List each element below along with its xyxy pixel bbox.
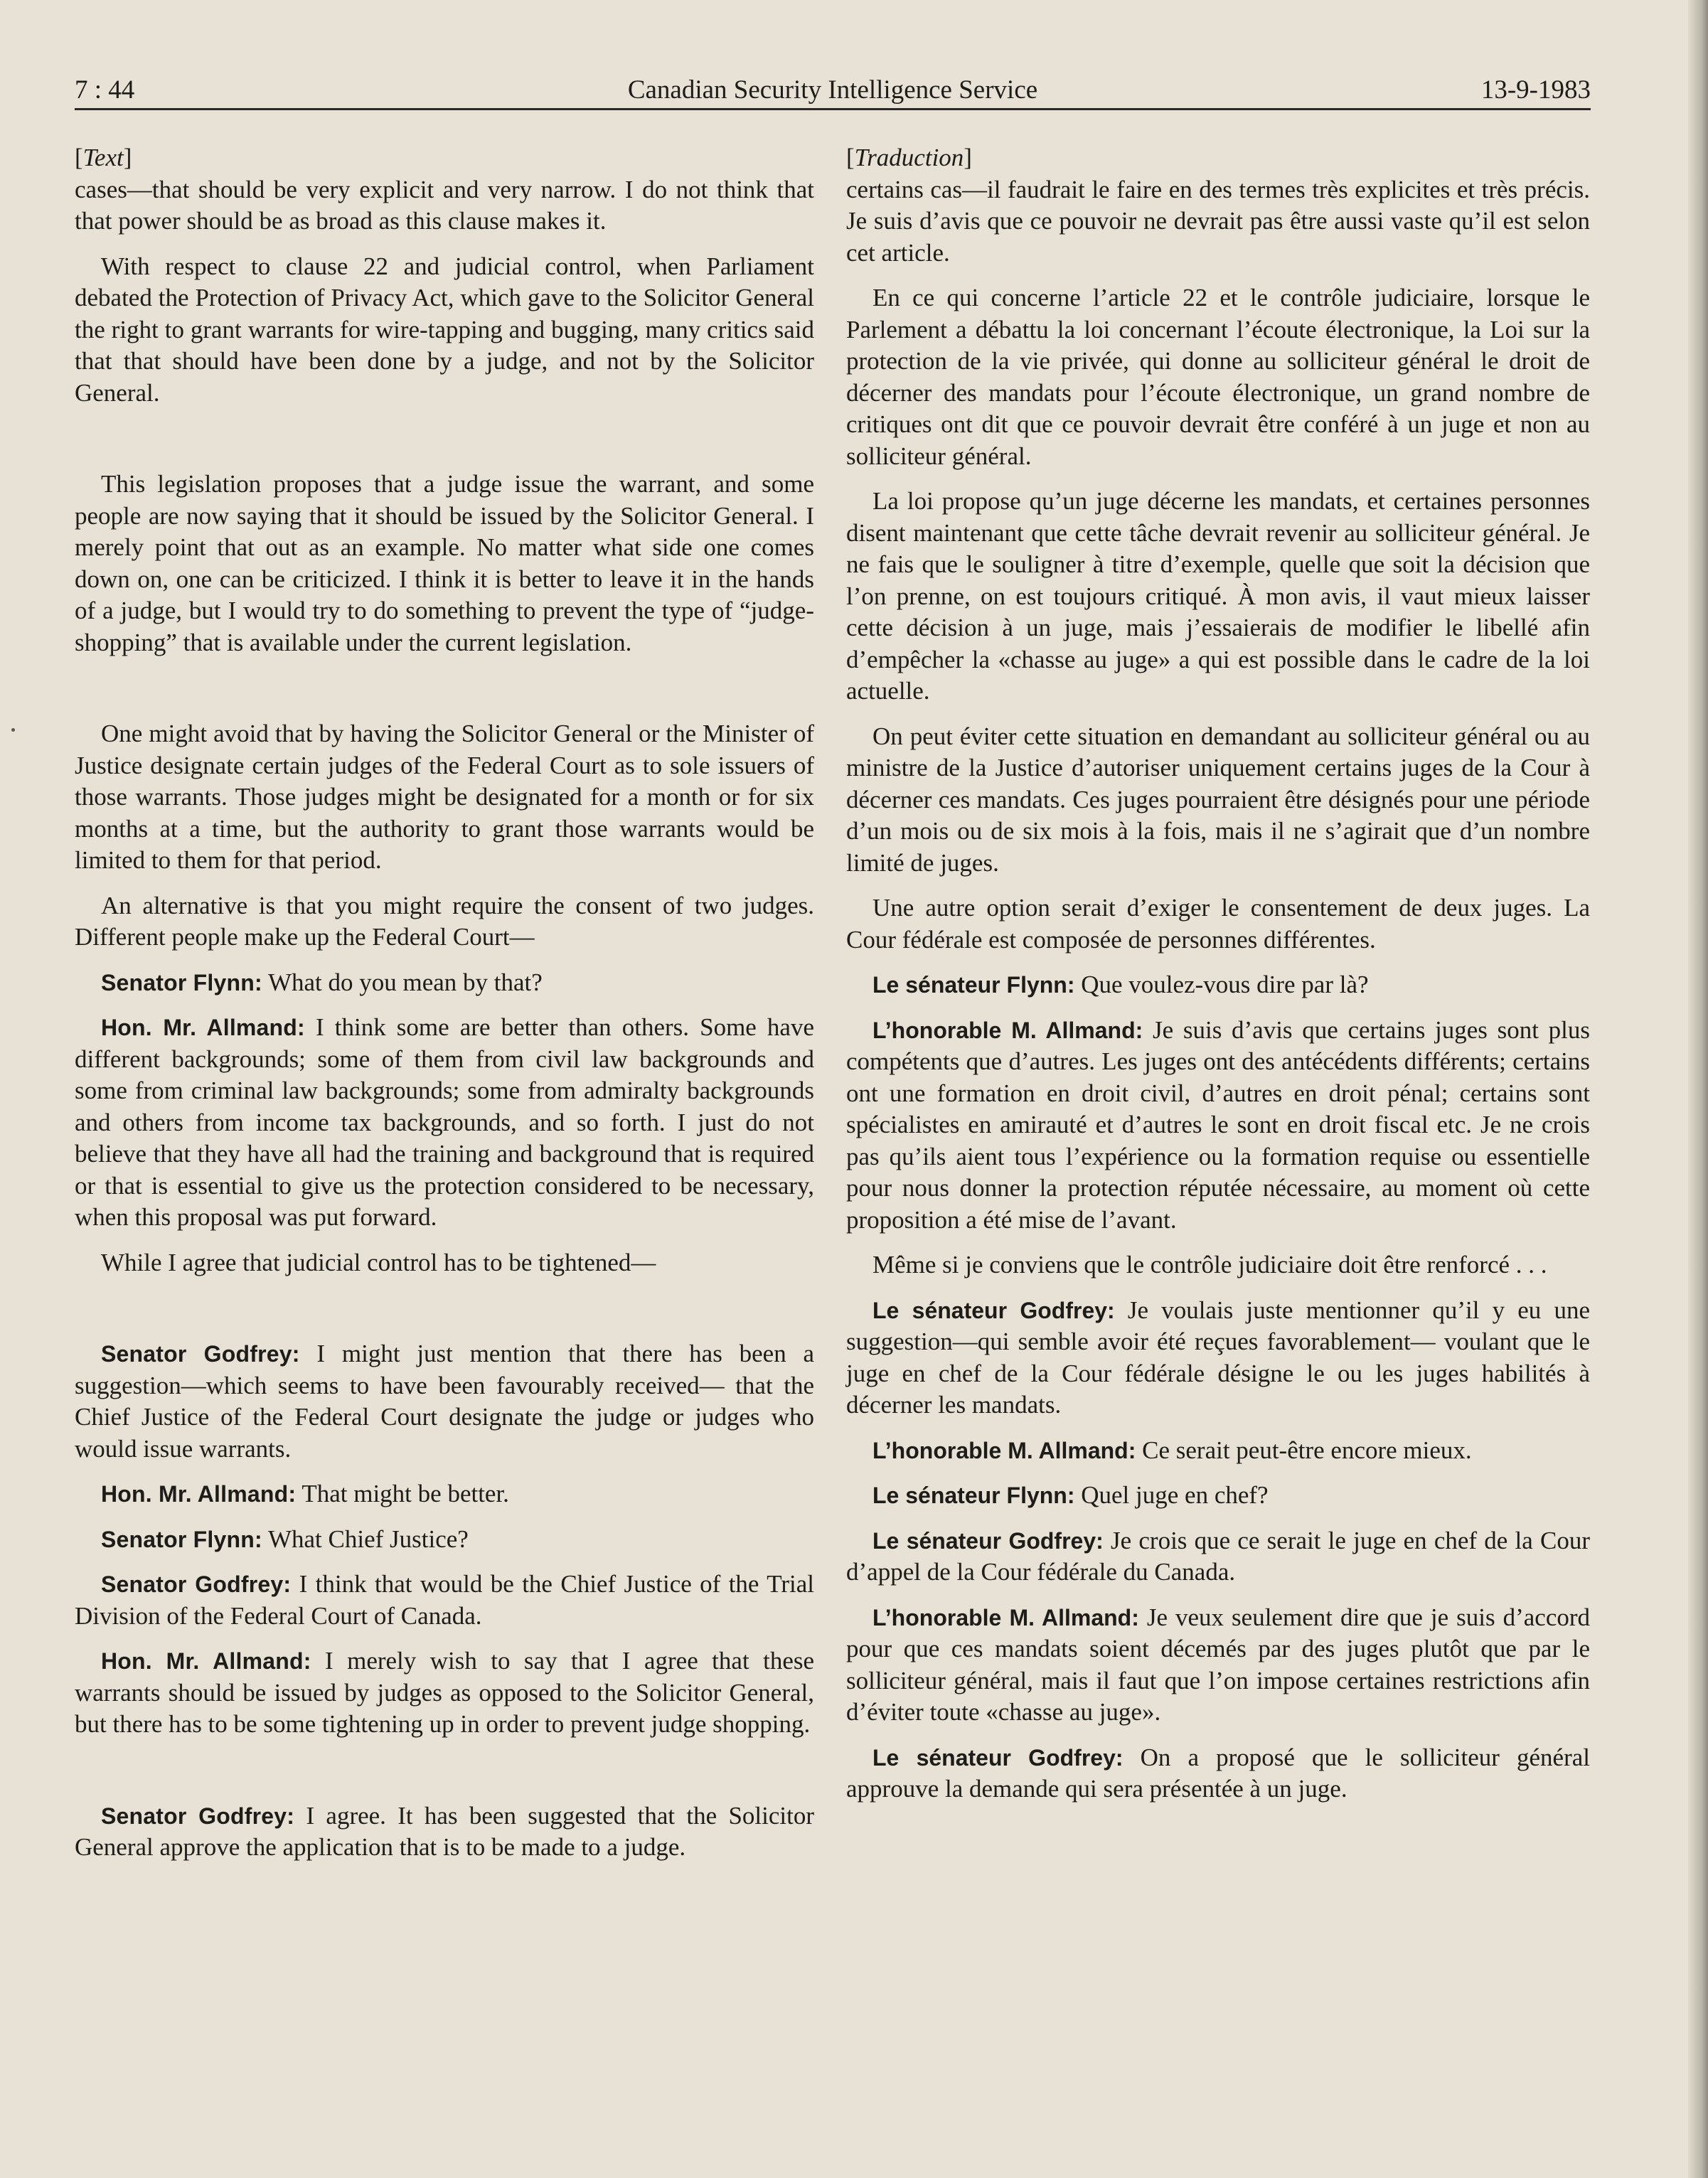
speech bbox=[75, 1012, 814, 1234]
speech bbox=[846, 969, 1590, 1001]
column-label: [Text] bbox=[75, 144, 132, 171]
speaker-name: Senator Flynn: bbox=[101, 1526, 262, 1552]
paragraph bbox=[846, 892, 1590, 956]
paragraph-text: On peut éviter cette situation en demandant au solliciteur général ou au ministre de la Justice d’autoriser uniquement certains juges de la Cour à décerner ces mandats. Ces juges pourraient être désignés pour une période d’un mois ou de six mois à la fois, mais il ne s’agirait que d’un nombre limité de juges. bbox=[846, 722, 1590, 877]
speech-text: On a proposé que le solliciteur général approuve la demande qui sera présentée à un juge. bbox=[846, 1743, 1590, 1803]
margin-speck bbox=[11, 728, 15, 732]
header-date: 13-9-1983 bbox=[1480, 75, 1591, 105]
speech-text: I might just mention that there has been a suggestion—which seems to have been favourably received— that the Chief Justice of the Federal Court designate the judge or judges who would issue warrants. bbox=[75, 1340, 815, 1463]
speech bbox=[75, 1524, 814, 1556]
speech bbox=[846, 1435, 1590, 1467]
speaker-name: L’honorable M. Allmand: bbox=[872, 1437, 1136, 1463]
speaker-name: Le sénateur Flynn: bbox=[872, 1483, 1075, 1508]
speech bbox=[846, 1480, 1590, 1512]
speaker-name: Hon. Mr. Allmand: bbox=[101, 1015, 305, 1040]
paragraph-text: La loi propose qu’un juge décerne les mandats, et certaines personnes disent maintenant que cette tâche devrait revenir au solliciteur général. Je ne fais que le souligner à titre d’exemple, quelle que soit la décision que l’on prenne, on est toujours critiqué. À mon avis, il vaut mieux laisser cette décision à un juge, mais j’essaierais de modifier le libellé afin d’empêcher la «chasse au juge» a qui est possible dans le cadre de la loi actuelle. bbox=[846, 487, 1590, 705]
paragraph-text: With respect to clause 22 and judicial control, when Parliament debated the Protection of Privacy Act, which gave to the Solicitor General the right to grant warrants for wire-tapping and bugging, many critics said that that should have been done by a judge, and not by the Solicitor General. bbox=[75, 252, 814, 407]
speech-text: Quel juge en chef? bbox=[1081, 1481, 1269, 1509]
speech bbox=[75, 1338, 814, 1465]
paragraph-text: Même si je conviens que le contrôle judiciaire doit être renforcé . . . bbox=[872, 1251, 1547, 1278]
speaker-name: Hon. Mr. Allmand: bbox=[101, 1648, 311, 1674]
speech-text: Je veux seulement dire que je suis d’accord pour que ces mandats soient décemés par des juges plutôt que par le solliciteur général, mais il faut que l’on impose certaines restrictions afin d’éviter toute «chasse au juge». bbox=[846, 1603, 1591, 1726]
speech bbox=[75, 1645, 814, 1741]
column-label: [Traduction] bbox=[846, 144, 972, 171]
speaker-name: Le sénateur Godfrey: bbox=[872, 1297, 1115, 1323]
speech-text: I merely wish to say that I agree that these warrants should be issued by judges as opposed to the Solicitor General, but there has to be some tightening up in order to prevent judge shopping. bbox=[75, 1647, 815, 1738]
speech bbox=[846, 1525, 1590, 1589]
speech bbox=[846, 1602, 1590, 1729]
speech bbox=[75, 1478, 814, 1510]
speech-text: What Chief Justice? bbox=[267, 1525, 469, 1553]
speaker-name: Senator Godfrey: bbox=[101, 1571, 292, 1597]
paragraph-text: certains cas—il faudrait le faire en des termes très explicites et très précis. Je suis d’avis que ce pouvoir ne devrait pas être aussi vaste qu’il est selon cet article. bbox=[846, 175, 1590, 267]
page-edge-shadow bbox=[1688, 0, 1708, 2178]
english-column bbox=[75, 142, 814, 1877]
page-header bbox=[75, 74, 1591, 107]
paragraph bbox=[75, 718, 814, 877]
header-rule bbox=[75, 108, 1591, 110]
speaker-name: L’honorable M. Allmand: bbox=[872, 1604, 1139, 1630]
speech bbox=[75, 1569, 814, 1632]
speech bbox=[846, 1295, 1590, 1421]
speech bbox=[846, 1015, 1590, 1237]
speaker-name: Hon. Mr. Allmand: bbox=[101, 1481, 297, 1507]
speech bbox=[846, 1742, 1590, 1805]
speech-text: Je suis d’avis que certains juges sont plus compétents que d’autres. Les juges ont des antécédents différents; certains ont une formation en droit civil, d’autres en droit pénal; certains sont spécialistes en amirauté et d’autres le sont en droit fiscal etc. Je ne crois pas qu’ils aient tous l’expérience ou la formation requise ou essentielle pour nous donner la protection réputée nécessaire, au moment où cette proposition a été mise de l’avant. bbox=[846, 1015, 1590, 1234]
paragraph-text: This legislation proposes that a judge issue the warrant, and some people are now saying that it should be issued by the Solicitor General. I merely point that out as an example. No matter what side one comes down on, one can be criticized. I think it is better to leave it in the hands of a judge, but I would try to do something to prevent the type of “judge-shopping” that is available under the current legislation. bbox=[75, 470, 814, 656]
paragraph-text: cases—that should be very explicit and very narrow. I do not think that that power should be as broad as this clause makes it. bbox=[75, 175, 814, 235]
paragraph bbox=[846, 486, 1590, 708]
speech bbox=[75, 1800, 814, 1864]
speech bbox=[75, 967, 814, 999]
paragraph bbox=[75, 251, 814, 410]
speaker-name: Le sénateur Godfrey: bbox=[872, 1744, 1123, 1771]
speech-text: Que voulez-vous dire par là? bbox=[1081, 971, 1369, 998]
paragraph bbox=[846, 174, 1590, 269]
paragraph-text: An alternative is that you might require the consent of two judges. Different people make up the Federal Court— bbox=[75, 891, 814, 951]
page-number: 7 : 44 bbox=[75, 75, 135, 105]
speaker-name: Senator Godfrey: bbox=[101, 1341, 300, 1367]
speaker-name: Senator Godfrey: bbox=[101, 1803, 295, 1829]
column-label-text: Text bbox=[82, 144, 124, 171]
speaker-name: Le sénateur Flynn: bbox=[872, 972, 1075, 998]
speech-text: I agree. It has been suggested that the Solicitor General approve the application that is to be made to a judge. bbox=[75, 1801, 814, 1861]
speech-text: That might be better. bbox=[301, 1480, 509, 1507]
speech-text: Je voulais juste mentionner qu’il y eu une suggestion—qui semble avoir été reçues favorablement— voulant que le juge en chef de la Cour fédérale désigne le ou les juges habilités à décerner les mandats. bbox=[846, 1296, 1590, 1419]
paragraph-text: One might avoid that by having the Solicitor General or the Minister of Justice designate certain judges of the Federal Court as to sole issuers of those warrants. Those judges might be designated for a month or for six months at a time, but the authority to grant those warrants would be limited to them for that period. bbox=[75, 720, 814, 874]
speaker-name: Senator Flynn: bbox=[101, 969, 262, 995]
column-label-text: Traduction bbox=[854, 144, 964, 171]
running-title: Canadian Security Intelligence Service bbox=[627, 75, 1038, 105]
speech-text: Ce serait peut-être encore mieux. bbox=[1142, 1436, 1472, 1464]
paragraph bbox=[846, 282, 1590, 472]
speech-text: I think some are better than others. Some have different backgrounds; some of them from civil law backgrounds and some from criminal law backgrounds; some from admiralty backgrounds and others from income tax backgrounds, and so forth. I just do not believe that they have all had the training and background that is required or that is essential to give us the protection considered to be necessary, when this proposal was put forward. bbox=[75, 1013, 815, 1231]
paragraph-text: While I agree that judicial control has to be tightened— bbox=[101, 1248, 656, 1276]
paragraph bbox=[75, 1247, 814, 1279]
speaker-name: Le sénateur Godfrey: bbox=[872, 1527, 1104, 1554]
speaker-name: L’honorable M. Allmand: bbox=[872, 1017, 1143, 1043]
paragraph bbox=[846, 721, 1590, 880]
paragraph bbox=[846, 1249, 1590, 1281]
french-column bbox=[846, 142, 1590, 1819]
paragraph bbox=[75, 890, 814, 954]
speech-text: Je crois que ce serait le juge en chef de la Cour d’appel de la Cour fédérale du Canada. bbox=[846, 1526, 1591, 1586]
paragraph-text: En ce qui concerne l’article 22 et le contrôle judiciaire, lorsque le Parlement a débattu la loi concernant l’écoute électronique, la Loi sur la protection de la vie privée, qui donne au solliciteur général le droit de décerner des mandats pour l’écoute électronique, un grand nombre de critiques ont dit que ce pouvoir devrait être conféré à un juge et non au solliciteur général. bbox=[846, 284, 1590, 470]
speech-text: What do you mean by that? bbox=[267, 968, 543, 996]
paragraph bbox=[75, 174, 814, 237]
paragraph bbox=[75, 469, 814, 658]
speech-text: I think that would be the Chief Justice of the Trial Division of the Federal Court of Canada. bbox=[75, 1570, 815, 1630]
paragraph-text: Une autre option serait d’exiger le consentement de deux juges. La Cour fédérale est composée de personnes différentes. bbox=[846, 894, 1590, 954]
